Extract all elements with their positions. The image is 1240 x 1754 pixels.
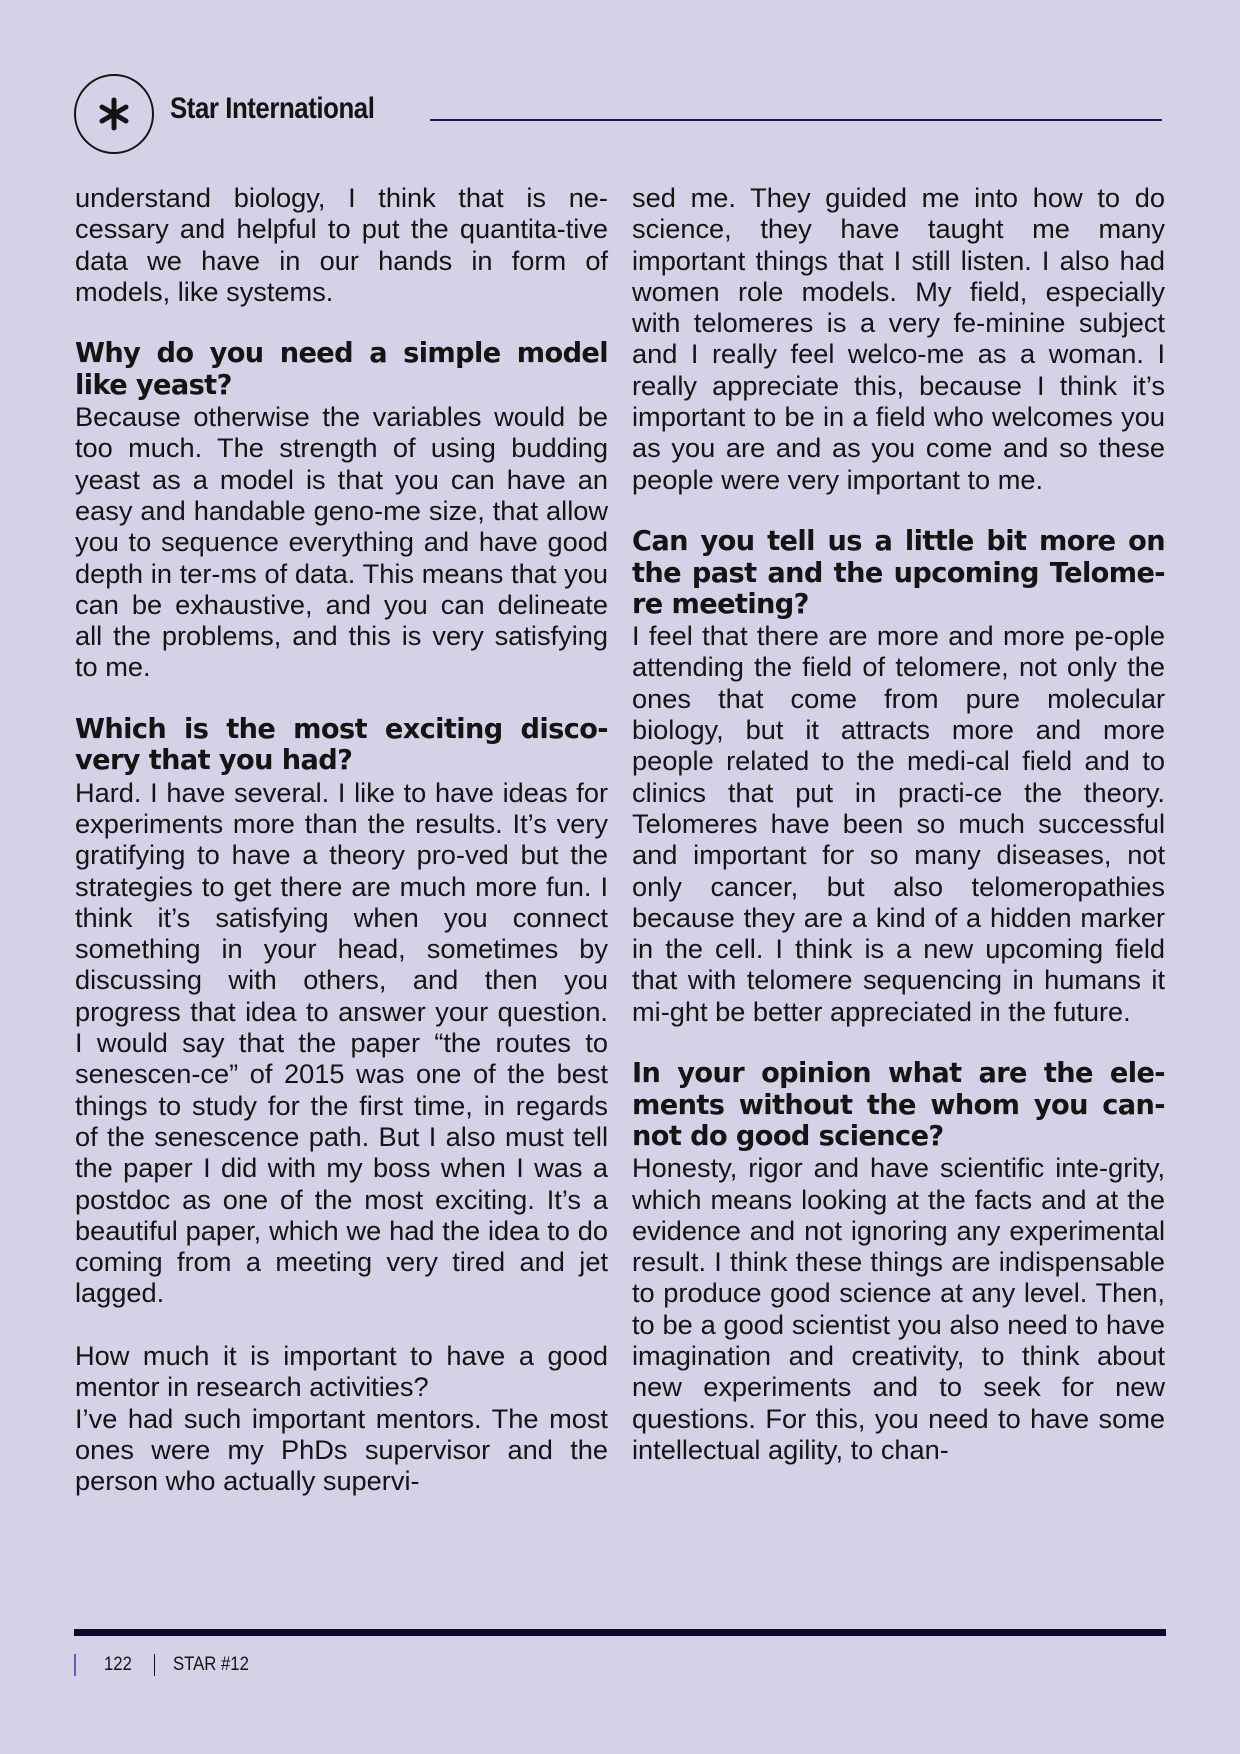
- answer-paragraph: I feel that there are more and more pe-ople attending the field of telomere, not only the ones that come from pure molecular biology, but it attracts more and more people related to the medi-cal field and to clinics that put in practi-ce the theory. Telomeres have been so much successful and important for so many diseases, not only cancer, but also telomeropathies because they are a kind of a hidden marker in the cell. I think is a new upcoming field that with telomere sequencing in humans it mi-ght be better appreciated in the future.: [632, 620, 1165, 1027]
- question-heading: Can you tell us a little bit more on the past and the upcoming Telome-re meeting?: [632, 526, 1165, 620]
- footer-separator: [154, 1654, 156, 1676]
- left-column: [75, 182, 608, 1496]
- answer-paragraph: Because otherwise the variables would be too much. The strength of using budding yeast as a model is that you can have an easy and handable geno-me size, that allow you to sequence everything and have good depth in ter-ms of data. This means that you can be exhaustive, and you can delineate all the problems, and this is very satisfying to me.: [75, 401, 608, 683]
- question-heading: Which is the most exciting disco-very that you had?: [75, 714, 608, 777]
- star-logo-icon: [74, 74, 154, 154]
- answer-paragraph: Honesty, rigor and have scientific inte-grity, which means looking at the facts and at the evidence and not ignoring any experimental result. I think these things are indispensable to produce good science at any level. Then, to be a good scientist you also need to have imagination and creativity, to think about new experiments and to seek for new questions. For this, you need to have some intellectual agility, to chan-: [632, 1152, 1165, 1465]
- article-body: [75, 182, 1165, 1562]
- publication-brand: Star International: [170, 92, 375, 125]
- answer-paragraph: sed me. They guided me into how to do science, they have taught me many important things that I still listen. I also had women role models. My field, especially with telomeres is a very fe-minine subject and I really feel welco-me as a woman. I really appreciate this, because I think it’s important to be in a field who welcomes you as you are and as you come and so these people were very important to me.: [632, 182, 1165, 495]
- answer-paragraph: understand biology, I think that is ne-cessary and helpful to put the quantita-tive data we have in our hands in form of models, like systems.: [75, 182, 608, 307]
- question-heading: Why do you need a simple model like yeast?: [75, 338, 608, 401]
- page-header: [74, 74, 1164, 158]
- answer-paragraph: Hard. I have several. I like to have ideas for experiments more than the results. It’s very gratifying to have a theory pro-ved but the strategies to get there are much more fun. I think it’s satisfying when you connect something in your head, sometimes by discussing with others, and then you progress that idea to answer your question. I would say that the paper “the routes to senescen-ce” of 2015 was one of the best things to study for the first time, in regards of the senescence path. But I also must tell the paper I did with my boss when I was a postdoc as one of the most exciting. It’s a beautiful paper, which we had the idea to do coming from a meeting very tired and jet lagged.: [75, 776, 608, 1309]
- footer-accent-bar: [74, 1654, 76, 1676]
- asterisk-icon: [94, 94, 134, 134]
- issue-label: STAR #12: [173, 1654, 250, 1675]
- right-column: [632, 182, 1165, 1465]
- page-footer: [74, 1651, 259, 1679]
- question-heading: In your opinion what are the ele-ments without the whom you can-not do good science?: [632, 1058, 1165, 1152]
- header-rule: [430, 119, 1162, 121]
- answer-paragraph: I’ve had such important mentors. The most ones were my PhDs supervisor and the person who actually supervi-: [75, 1402, 608, 1497]
- page-number: 122: [104, 1654, 132, 1675]
- question-plain: How much it is important to have a good mentor in research activities?: [75, 1339, 608, 1403]
- footer-rule: [74, 1629, 1166, 1636]
